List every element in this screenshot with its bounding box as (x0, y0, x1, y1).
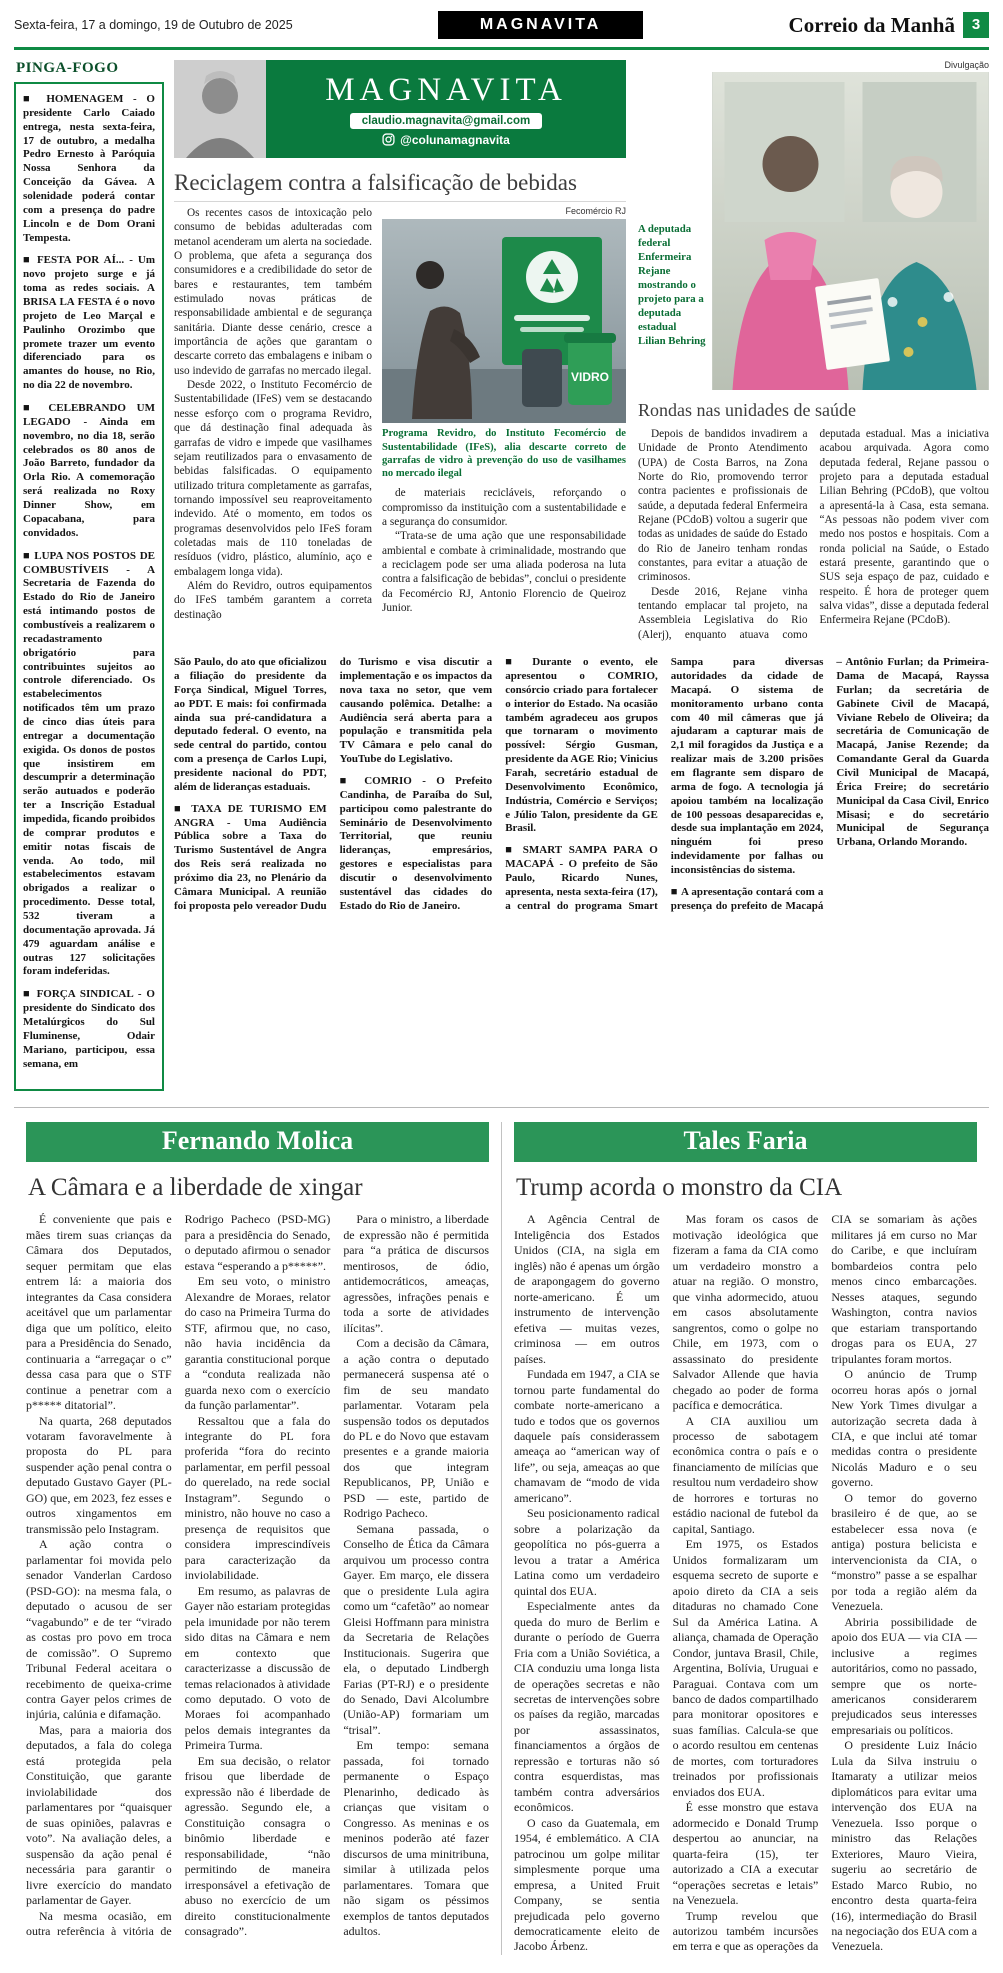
paragraph: Desde 2022, o Instituto Fecomércio de Sustentabilidade (IFeS) vem se destacando nesse esforço com o programa Revidro, que dá destinação final adequada às garrafas de vidro e impede que vasilhames sejam reutilizados para o envasamento de bebidas falsificadas. O equipamento utilizado tritura completamente as garrafas, tornando impossível seu reaproveitamento indevido. Até o momento, em todos os programas desenvolvidos pelo IFeS foram coletadas mais de 110 toneladas de resíduos (vidro, plástico, alumínio, aço e embalagem longa vida). (174, 379, 372, 578)
brief-label: ■ TAXA DE TURISMO EM ANGRA (174, 802, 327, 829)
instagram-handle-text: @colunamagnavita (400, 132, 510, 147)
top-section (14, 60, 989, 1091)
paragraph: Em 1975, os Estados Unidos formalizaram um esquema secreto de suporte e apoio direto da CIA a seis ditaduras no chamado Cone Sul da América Latina. A aliança, chamada de Operação Condor, juntava Brasil, Chile, Argentina, Bolívia, Uruguai e Paraguai. Contava com um banco de dados compartilhado para monitorar opositores e suas famílias. Calcula-se que o acordo resultou em centenas de mortes, com torturadores treinados por profissionais enviados dos EUA. (672, 1537, 819, 1799)
opinion-section (14, 1107, 989, 1955)
pinga-fogo-item (23, 988, 155, 1071)
health-headline: Rondas nas unidades de saúde (638, 400, 856, 420)
column-header-banner (266, 60, 626, 158)
faria-author-bar (514, 1122, 977, 1162)
brief-label: ■ HOMENAGEM (23, 93, 134, 105)
paragraph: O temor do governo brasileiro é de que, ao se estabelecer essa nova (e antiga) postura belicista e intervencionista da CIA, o “monstro” passe a se espalhar por toda a região além da Venezuela. (831, 1490, 977, 1614)
columnist-photo (174, 60, 266, 158)
brief-label: ■ FESTA POR AÍ... (23, 254, 130, 267)
brief-label: ■ FORÇA SINDICAL (23, 988, 138, 1001)
deputies-photo (712, 72, 989, 390)
paragraph: A Agência Central de Inteligência dos Estados Unidos (CIA, na sigla em inglês) não é apenas um órgão de arapongagem do governo norte-americano. É um instrumento de intervenção efetiva — muitas vezes, criminosa — em outros países. (514, 1212, 660, 1366)
paragraph: Semana passada, o Conselho de Ética da Câmara arquivou um processo contra Gayer. Em março, ele dissera que o presidente Lula agira como um “cafetão” ao nomear Gleisi Hoffmann para ministra da Secretaria de Relações Institucionais. Sugerira que ela, o deputado Lindbergh Farias (PT-RJ) e o presidente do Senado, Davi Alcolumbre (União-AP) formariam um “trisal”. (343, 1521, 489, 1737)
main-article-col2 (382, 206, 626, 622)
brief-item (174, 656, 327, 795)
pinga-fogo-item (23, 254, 155, 393)
pinga-fogo-item (23, 93, 155, 245)
upper-region (174, 60, 989, 642)
brief-label: ■ (505, 656, 533, 669)
brief-text: - Uma Audiência Pública sobre a Taxa do Turismo Sustentável de Angra dos Reis será realizada no próximo dia 23, no Plenário da Câmara Municipal. A reunião foi proposta pelo vereador Dudu do Turismo e visa discutir a implementação e os impactos da nova taxa no setor, que vem causando polêmica. Detalhe: a Audiência será aberta para a população e transmitida pela TV Câmara e pelo canal do YouTube do Legislativo. (174, 656, 493, 912)
brief-text: - A Secretaria de Fazenda do Estado do Rio de Janeiro está intimando postos de combustíveis a realizarem o recadastramento obrigatório para contribuintes sujeitos ao controle diferenciado. Os estabelecimentos notificados têm um prazo de cinco dias úteis para entregar a documentação exigida. Os donos de postos que insistirem em descumprir a determinação serão autuados e poderão ter a Inscrição Estadual impedida, ficando proibidos de comprar produtos e emitir notas fiscais de venda. Ao todo, mil estabelecimentos estavam obrigados a realizar o procedimento. Desse total, 532 tiveram a documentação aprovada. Já 479 aguardam análise e outras 127 solicitações foram indeferidas. (23, 563, 156, 978)
brief-item (505, 656, 658, 836)
molica-column (14, 1122, 501, 1955)
molica-body (26, 1212, 489, 1939)
brief-text: A apresentação contará com a presença do prefeito de Macapá – Antônio Furlan; da Primeira-Dama de Macapá, Rayssa Furlan; da secretária de Gabinete Civil de Macapá, Viviane Rebelo de Oliveira; da secretária de Comunicação de Macapá, Janise Rezende; da Comandante Geral da Guarda Civil Municipal de Macapá, Érica Freire; do secretário Municipal da Casa Civil, Enrico Misasi; e do secretário Municipal de Segurança Urbana, Orlando Morando. (670, 656, 989, 912)
paragraph: Além do Revidro, outros equipamentos do IFeS também garantem a correta destinação (174, 579, 372, 621)
brief-label: ■ SMART SAMPA PARA O MACAPÁ (505, 844, 658, 871)
brief-text: Durante o evento, ele apresentou o COMRIO, consórcio criado para fortalecer o interior do Estado. Na ocasião também agradeceu aos grupos que tornaram o movimento possível: Sérgio Gusman, presidente da AGE Rio; Vinicius Farah, secretário estadual de Desenvolvimento Econômico, Indústria, Comércio e Serviços; e Júlio Talon, presidente da GE Brasil. (505, 656, 658, 835)
page-number-badge: 3 (963, 12, 989, 38)
newspaper-logo: Correio da Manhã (788, 12, 955, 37)
paragraph: Na quarta, 268 deputados votaram favoravelmente à proposta do PL para suspender ação penal contra o deputado Gustavo Gayer (PL-GO) que, em 2023, fez esses e outros xingamentos em transmissão pelo Instagram. (26, 1413, 172, 1536)
faria-column (501, 1122, 989, 1955)
paragraph: Abriria possibilidade de apoio dos EUA — via CIA — inclusive a regimes autoritários, como no passado, sempre que os norte-americanos considerarem prejudicados seus interesses empresariais ou políticos. (831, 1614, 977, 1737)
paragraph: Em sua decisão, o relator frisou que liberdade de expressão não é liberdade de agressão. Segundo ele, a Constituição consagra o binômio liberdade e responsabilidade, “não permitindo de maneira irresponsável a efetivação de abuso no exercício de um direito constitucionalmente consagrado”. (184, 1753, 331, 1938)
molica-author-name: Fernando Molica (161, 1126, 354, 1156)
paragraph: Depois de bandidos invadirem a Unidade de Pronto Atendimento (UPA) de Costa Barros, na Zona Norte do Rio, promovendo terror contra pacientes e profissionais de saúde, a deputada federal Enfermeira Rejane (PCdoB) voltou a sugerir que todas as unidades de saúde do Estado do Rio de Janeiro tenham rondas constantes, para evitar a atuação de criminosos. (638, 428, 808, 584)
paragraph: Na mesma ocasião, em outra referência à vitória de Rodrigo Pacheco (PSD-MG) para a presidência do Senado, o deputado afirmou o senador estava “esperando a p*****”. (26, 1212, 331, 1938)
column-title: MAGNAVITA (325, 71, 567, 108)
masthead-right (789, 12, 989, 38)
brief-item (340, 775, 493, 914)
paragraph: O anúncio de Trump ocorreu horas após o jornal New York Times divulgar a autorização secreta dada à CIA, e que inclui até tomar medidas contra o presidente Nicolás Maduro e o seu governo. (831, 1367, 977, 1490)
magnavita-main-column (174, 60, 626, 642)
health-article-body (638, 427, 989, 642)
health-photo-row (638, 72, 989, 390)
health-photo-credit: Divulgação (944, 60, 989, 70)
faria-author-name: Tales Faria (683, 1126, 808, 1156)
section-flag: MAGNAVITA (438, 11, 644, 39)
brief-text: - O Prefeito Candinha, de Paraíba do Sul, participou como palestrante do Seminário de Desenvolvimento Territorial, que reuniu lideranças, empresários, gestores e especialistas para discutir o desenvolvimento sustentável das cidades do Estado do Rio de Janeiro. (339, 775, 493, 912)
main-photo-credit: Fecomércio RJ (565, 206, 626, 216)
main-headline: Reciclagem contra a falsificação de bebidas (174, 170, 626, 202)
brief-text: - O prefeito de São Paulo, Ricardo Nunes, apresenta, nesta sexta-feira (17), a central do programa Smart Sampa para diversas autoridades da cidade de Macapá. O sistema de monitoramento urbano conta com 40 mil câmeras que já ajudaram a capturar mais de 2,1 mil foragidos da Justiça e a realizar mais de 3.200 prisões em flagrante sem disparo de arma de fogo. A tecnologia já apoiou também na localização de 100 pessoas desaparecidas e, desde sua implantação em 2024, ninguém foi preso indevidamente por falhas ou inconsistências do sistema. (505, 656, 824, 912)
pinga-fogo-item (23, 550, 155, 980)
masthead (14, 8, 989, 42)
brief-text: - O presidente do Sindicato dos Metalúrgicos do Sul Fluminense, Odair Mariano, participou, essa semana, em (23, 988, 155, 1070)
columnist-email[interactable]: claudio.magnavita@gmail.com (350, 113, 542, 129)
faria-body (514, 1212, 977, 1955)
paragraph: “Trata-se de uma ação que une responsabilidade ambiental e combate à criminalidade, mostrando que a reciclagem pode ser uma aliada poderosa na luta contra a falsificação de bebidas”, conclui o presidente da Fecomércio RJ, Antonio Florencio de Queiroz Junior. (382, 530, 626, 615)
instagram-handle[interactable] (382, 133, 510, 147)
paragraph: Trump revelou que autorizou também incursões em terra e que as operações da CIA se somariam às ações militares já em curso no Mar do Caribe, e que incluíram bombardeios contra pelo menos cinco embarcações. Nesses ataques, segundo Washington, contra navios que estariam transportando drogas para os EUA, 27 tripulantes foram mortos. (672, 1212, 977, 1954)
deputies-photo-graphic (712, 72, 989, 390)
pinga-fogo-column (14, 60, 164, 1091)
brief-label: ■ (670, 885, 681, 898)
brief-label: ■ LUPA NOS POSTOS DE COMBUSTÍVEIS (23, 549, 155, 576)
health-photo-caption: A deputada federal Enfermeira Rejane mostrando o projeto para a deputada estadual Lilian Behring (638, 223, 706, 348)
paragraph: O presidente Luiz Inácio Lula da Silva instruiu o Itamaraty a utilizar meios diplomáticos para evitar uma intervenção dos EUA na Venezuela. Isso porque o ministro das Relações Exteriores, Mauro Vieira, sugeriu ao secretário de Estado Marco Rubio, no encontro desta quarta-feira (16), intermediação do Brasil na negociação dos EUA com a Venezuela. (831, 1738, 977, 1954)
paragraph: Com a decisão da Câmara, a ação contra o deputado permanecerá suspensa até o fim de seu mandato parlamentar. Votaram pela suspensão todos os deputados do PL e do Novo que estavam presentes e a grande maioria dos que integram Republicanos, PP, União e PSD — este, partido de Rodrigo Pacheco. (343, 1336, 489, 1521)
columnist-photo-graphic (174, 60, 266, 158)
brief-text: - Um novo projeto surge e já toma as redes sociais. A BRISA LA FESTA é o novo projeto de Leo Marçal e Paulinho Orozimbo que promete trazer um evento diferenciado para os amantes do house, no Rio, no dia 22 de novembro. (23, 254, 155, 392)
paragraph: Desde 2016, Rejane vinha tentando emplacar tal projeto, na Assembleia Legislativa do Rio (Alerj), enquanto atuava como deputada estadual. Mas a iniciativa acabou arquivada. Agora como deputada federal, Rejane passou o projeto para a deputada estadual Lilian Behring (PCdoB), que voltou a apresentá-la à Casa, esta semana. “As pessoas não podem viver com medo nos postos e hospitais. Com a ronda policial na Saúde, o Estado estará presente, garantindo que o SUS seja espaço de paz, cuidado e respeito. É hora de proteger quem salva vidas”, disse a deputada federal Enfermeira Rejane (PCdoB). (638, 428, 989, 641)
paragraph: Ressaltou que a fala do integrante do PL fora proferida “fora do recinto parlamentar, em perfil pessoal do querelado, na rede social Instagram”. Segundo o ministro, não houve no caso a presença de requisitos que considera imprescindíveis para caracterização da inviolabilidade. (184, 1413, 331, 1583)
bin-label: VIDRO (570, 370, 610, 385)
paragraph: Em seu voto, o ministro Alexandre de Moraes, relator do caso na Primeira Turma do STF, afirmou que, no caso, não havia incidência da garantia constitucional porque a “conduta realizada não guarda nexo com o exercício da função parlamentar”. (184, 1274, 331, 1413)
paragraph: Mas foram os casos de motivação ideológica que fizeram a fama da CIA como um verdadeiro monstro a atuar na região. O monstro, que vinha adormecido, atuou em casos absolutamente sangrentos, como o golpe no Chile, em 1973, com o assassinato do presidente Salvador Allende que havia chegado ao poder de forma pacífica e democrática. (672, 1212, 819, 1413)
pinga-fogo-item (23, 402, 155, 541)
main-photo-caption: Programa Revidro, do Instituto Fecomércio de Sustentabilidade (IFeS), alia descarte correto de garrafas de vidro à prevenção do uso de vasilhames no mercado ilegal (382, 428, 626, 480)
main-article-col1 (174, 206, 372, 622)
main-article-body (174, 206, 626, 622)
recycling-photo-graphic (382, 219, 626, 423)
paragraph: A CIA auxiliou um processo de sabotagem econômica contra o país e o financiamento de milícias que resultou num verdadeiro show de horrores e torturas no estádio nacional de futebol da capital, Santiago. (672, 1413, 819, 1536)
paragraph: Especialmente antes da queda do muro de Berlim e durante o período de Guerra Fria com a União Soviética, a CIA conduziu uma longa lista de operações secretas e não secretas de intervenções sobre os países da região, marcadas por assassinatos, financiamentos a órgãos de repressão e torturas não só contra esquerdistas, mas também contra adversários econômicos. (514, 1599, 660, 1815)
paragraph: Seu posicionamento radical sobre a polarização da geopolítica no pós-guerra a levou a tratar a América Latina como um verdadeiro quintal dos EUA. (514, 1506, 660, 1598)
pinga-fogo-box (14, 82, 164, 1091)
briefs-section (174, 656, 989, 913)
brief-text: - O presidente Carlo Caiado entrega, nesta sexta-feira, 17 de outubro, a medalha Pedro Ernesto à Paróquia Nossa Senhora da Conceição da Gávea. A solenidade poderá contar com a presença do padre Lincoln e de Dom Orani Tempesta. (23, 93, 155, 244)
instagram-icon (382, 133, 395, 146)
brief-label: ■ COMRIO (339, 775, 423, 788)
paragraph: É conveniente que pais e mães tirem suas crianças da Câmara dos Deputados, sequer permitam que elas entrem lá: a maioria dos integrantes da Casa considera aceitável que um parlamentar diga que um político, eleito para a Presidência do Senado, continuaria a “arregaçar o c” dessa casa para que o STF continue a penetrar com a p***** ditatorial”. (26, 1212, 172, 1413)
paragraph: de materiais recicláveis, reforçando o compromisso da instituição com a sustentabilidade e a segurança do consumidor. (382, 487, 626, 529)
magnavita-header (174, 60, 626, 158)
paragraph: Em resumo, as palavras de Gayer não estariam protegidas pela imunidade por não terem sido ditas na Câmara e nem em contexto que caracterizasse a discussão de temas relacionados à atividade como deputado. O voto de Moraes foi acompanhado pelos demais integrantes da Primeira Turma. (184, 1583, 331, 1753)
paragraph: Fundada em 1947, a CIA se tornou parte fundamental do combate norte-americano a tudo e todos que os governos daquele país considerassem ameaça ao “american way of life”, ou seja, ameaças ao que chamavam de “modo de vida americano”. (514, 1367, 660, 1505)
paragraph: É esse monstro que estava adormecido e Donald Trump despertou ao anunciar, na quarta-feira (15), ter autorizado a CIA a executar “operações secretas e letais” na Venezuela. (672, 1800, 819, 1908)
paragraph: A ação contra o parlamentar foi movida pelo senador Vanderlan Cardoso (PSD-GO): na mesma fala, o deputado o acusou de ser “vagabundo” e de ter “virado as costas pro povo em troca de comissão”. O Supremo Tribunal Federal aceitara o recebimento de queixa-crime contra Gayer pelos crimes de injúria, calúnia e difamação. (26, 1537, 172, 1722)
edition-date: Sexta-feira, 17 a domingo, 19 de Outubro de 2025 (14, 18, 293, 32)
brief-label: ■ CELEBRANDO UM LEGADO (23, 402, 155, 428)
paragraph: Em tempo: semana passada, foi tornado permanente o Espaço Plenarinho, dedicado às crianças que visitam o Congresso. As meninas e os meninos poderão até fazer discursos de uma minitribuna, similar à utilizada pelos parlamentares. Tomara que não sigam os péssimos exemplos de tantos deputados adultos. (343, 1738, 489, 1938)
main-article-col2-text (382, 486, 626, 615)
masthead-rule (14, 47, 989, 50)
paragraph: Mas, para a maioria dos deputados, a fala do colega está protegida pela Constituição, que garante inviolabilidade dos parlamentares por “quaisquer de suas opiniões, palavras e voto”. Na avaliação deles, a suspensão da ação penal é necessária para garantir o livre exercício do mandato parlamentar de Gayer. (26, 1722, 172, 1908)
pinga-fogo-title: PINGA-FOGO (16, 60, 119, 76)
recycling-photo (382, 219, 626, 423)
paragraph: Para o ministro, a liberdade de expressão não é permitida para “a prática de discursos mentirosos, de ódio, antidemocráticos, ameaças, agressões, infrações penais e toda a sorte de atividades ilícitas”. (343, 1212, 489, 1335)
brief-text: - Ainda em novembro, no dia 18, serão celebrados os 80 anos de João Barreto, fundador da Orla Rio. A comemoração será realizada no Roxy Dinner Show, em Copacabana, para convidados. (23, 415, 155, 539)
paragraph: O caso da Guatemala, em 1954, é emblemático. A CIA patrocinou um golpe militar simplesmente porque uma empresa, a United Fruit Company, se sentia prejudicada pelo governo democraticamente eleito de Jacobo Árbenz. (514, 1815, 660, 1954)
health-article-column (638, 60, 989, 642)
main-region (174, 60, 989, 1091)
faria-headline: Trump acorda o monstro da CIA (516, 1174, 843, 1202)
paragraph: Os recentes casos de intoxicação pelo consumo de bebidas adulteradas com metanol acenderam um alerta na sociedade. O problema, que afeta a segurança dos consumidores e a credibilidade do setor de bares e restaurantes, tem também estimulado novas práticas de responsabilidade ambiental e de segurança sanitária. Diante desse cenário, cresce a importância de ações que garantam o descarte correto das embalagens e inibam o uso indevido de garrafas no mercado ilegal. (174, 207, 372, 377)
molica-author-bar (26, 1122, 489, 1162)
molica-headline: A Câmara e a liberdade de xingar (28, 1174, 363, 1202)
brief-text: São Paulo, do ato que oficializou a filiação do presidente da Força Sindical, Miguel Torres, ao PDT. E mais: foi confirmada ainda sua pré-candidatura a deputado federal. O evento, na sede central do partido, contou com a presença de Carlos Lupi, presidente nacional do PDT, além de lideranças estaduais. (174, 656, 327, 793)
